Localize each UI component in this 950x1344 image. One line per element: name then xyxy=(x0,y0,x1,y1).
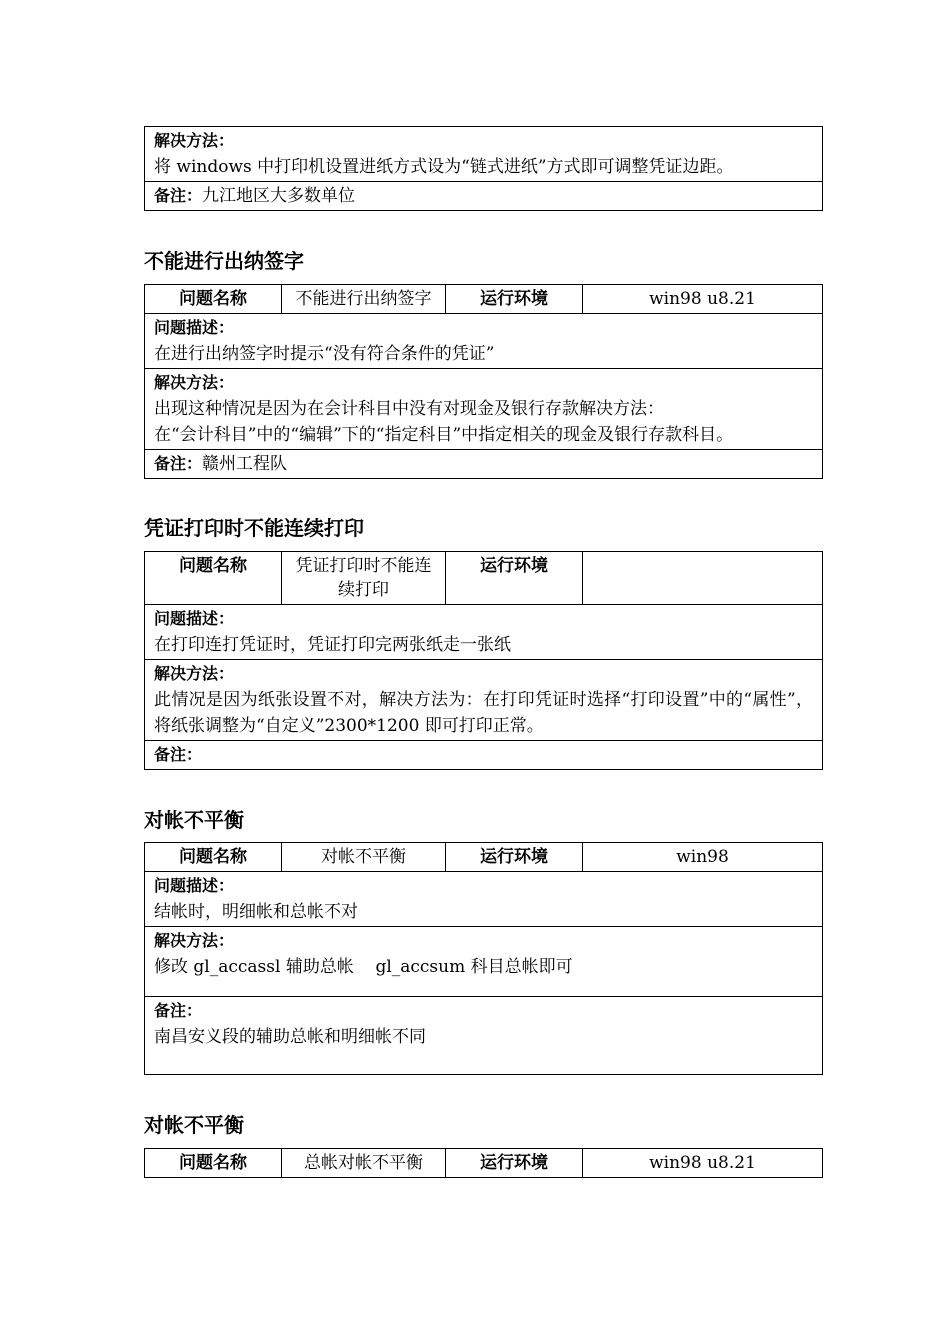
description-row xyxy=(145,314,823,369)
solution-row xyxy=(145,369,823,450)
env-label: 运行环境 xyxy=(446,1149,583,1178)
remark-label: 备注： xyxy=(154,745,203,764)
description-row xyxy=(145,605,823,660)
header-row xyxy=(145,285,823,314)
remark-text: 九江地区大多数单位 xyxy=(202,186,356,206)
name-value: 对帐不平衡 xyxy=(282,843,446,872)
section-title: 不能进行出纳签字 xyxy=(144,249,304,273)
remark-label: 备注： xyxy=(154,454,203,473)
section-title: 对帐不平衡 xyxy=(144,808,244,832)
header-row xyxy=(145,552,823,605)
name-value: 不能进行出纳签字 xyxy=(282,285,446,314)
env-label: 运行环境 xyxy=(446,285,583,314)
env-value xyxy=(583,552,823,605)
section-title: 凭证打印时不能连续打印 xyxy=(144,516,364,540)
solution-label: 解决方法： xyxy=(154,373,235,392)
issue-table xyxy=(144,842,823,1075)
issue-table xyxy=(144,1148,823,1178)
env-value: win98 u8.21 xyxy=(583,285,823,314)
solution-text-line1: 出现这种情况是因为在会计科目中没有对现金及银行存款解决方法： xyxy=(154,399,664,419)
desc-text: 在进行出纳签字时提示“没有符合条件的凭证” xyxy=(154,344,495,364)
name-label: 问题名称 xyxy=(145,285,282,314)
env-value: win98 u8.21 xyxy=(583,1149,823,1178)
solution-text: 将 windows 中打印机设置进纸方式设为“链式进纸”方式即可调整凭证边距。 xyxy=(154,157,734,177)
solution-label: 解决方法： xyxy=(154,664,235,683)
description-row xyxy=(145,872,823,927)
env-label: 运行环境 xyxy=(446,843,583,872)
section-title: 对帐不平衡 xyxy=(144,1113,244,1137)
env-label: 运行环境 xyxy=(446,552,583,605)
remark-text: 南昌安义段的辅助总帐和明细帐不同 xyxy=(154,1027,426,1047)
remark-text: 赣州工程队 xyxy=(202,454,288,474)
name-value: 凭证打印时不能连续打印 xyxy=(282,552,446,605)
desc-text: 结帐时，明细帐和总帐不对 xyxy=(154,902,358,922)
top-issue-table xyxy=(144,126,823,211)
solution-label: 解决方法： xyxy=(154,131,235,150)
remark-label: 备注： xyxy=(154,186,203,205)
header-row xyxy=(145,843,823,872)
desc-label: 问题描述： xyxy=(154,609,235,628)
desc-text: 在打印连打凭证时，凭证打印完两张纸走一张纸 xyxy=(154,635,511,655)
solution-text-line2: 在“会计科目”中的“编辑”下的“指定科目”中指定相关的现金及银行存款科目。 xyxy=(154,425,734,445)
issue-table xyxy=(144,551,823,770)
solution-label: 解决方法： xyxy=(154,931,235,950)
solution-row xyxy=(145,660,823,741)
remark-row xyxy=(145,182,823,211)
issue-table xyxy=(144,284,823,479)
solution-text: 修改 gl_accassl 辅助总帐 gl_accsum 科目总帐即可 xyxy=(154,957,573,977)
remark-label: 备注： xyxy=(154,1001,203,1020)
name-label: 问题名称 xyxy=(145,843,282,872)
document-page xyxy=(144,126,822,1178)
name-value: 总帐对帐不平衡 xyxy=(282,1149,446,1178)
env-value: win98 xyxy=(583,843,823,872)
desc-label: 问题描述： xyxy=(154,318,235,337)
desc-label: 问题描述： xyxy=(154,876,235,895)
solution-row xyxy=(145,927,823,997)
header-row xyxy=(145,1149,823,1178)
solution-text: 此情况是因为纸张设置不对，解决方法为：在打印凭证时选择“打印设置”中的“属性”，将纸张调整为“自定义”2300*1200 即可打印正常。 xyxy=(154,690,813,736)
remark-row xyxy=(145,450,823,479)
name-label: 问题名称 xyxy=(145,1149,282,1178)
solution-row xyxy=(145,127,823,182)
remark-row xyxy=(145,997,823,1075)
remark-row xyxy=(145,741,823,770)
name-label: 问题名称 xyxy=(145,552,282,605)
